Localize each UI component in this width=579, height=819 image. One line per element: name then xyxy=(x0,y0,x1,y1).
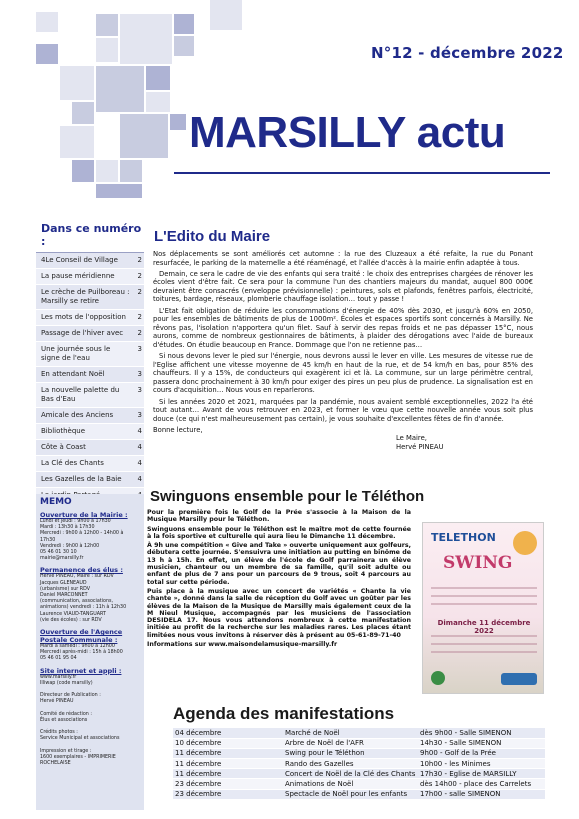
memo-mairie-hours xyxy=(40,519,140,562)
toc-item-label: La Clé des Chants xyxy=(41,459,104,467)
golf-ball-icon xyxy=(431,671,445,685)
agenda-place: 14h30 - Salle SIMENON xyxy=(418,738,545,748)
agenda-event: Swing pour le Téléthon xyxy=(283,748,418,758)
table-row xyxy=(173,769,545,779)
memo-poste-heading: Ouverture de l'Agence Postale Communale : xyxy=(40,628,123,645)
toc-item-label: Une journée sous le signe de l'eau xyxy=(41,345,111,362)
edito-paragraph: Demain, ce sera le cadre de vie des enfants qui sera traité : le choix des entreprises chargées de rénover les écoles vient d'être fait. Ce sera pour la commune l'un des chantiers majeurs du mandat, auquel 800 000€ devraient être consacrés (enveloppe prévisionnelle) : peintures, sols et plafonds, fenêtres parfois, électricité, toitures, bardage, réseaux, plomberie chauffage isolation… tout y passe ! xyxy=(153,269,533,304)
memo-elus xyxy=(40,574,140,624)
memo-line: Comité de rédaction : xyxy=(40,711,92,717)
toc-item-label: Les Gazelles de la Baie xyxy=(41,475,122,483)
toc-item-label: La pause méridienne xyxy=(41,272,115,280)
memo-line: Service Municipal et associations xyxy=(40,736,120,742)
memo-mairie-hours-heading: Ouverture de la Mairie : xyxy=(40,511,128,519)
memo-site-heading: Site internet et appli : xyxy=(40,666,122,675)
poster-date: Dimanche 11 décembre 2022 xyxy=(437,619,531,635)
poster-badge xyxy=(501,673,537,685)
toc-item-page: 2 xyxy=(137,313,142,321)
telethon-poster-image xyxy=(422,522,544,694)
swing-body xyxy=(147,509,411,650)
swing-heading: Swinguons ensemble pour le Téléthon xyxy=(150,488,425,505)
music-note-icon xyxy=(513,531,537,555)
toc-item-label: Amicale des Anciens xyxy=(41,411,114,419)
memo-line: Mercredi après-midi : 15h à 18h00 xyxy=(40,650,123,656)
memo-line: Mardi à samedi : 9h00 à 12h00 xyxy=(40,644,115,650)
agenda-date: 11 décembre xyxy=(173,748,283,758)
toc-item[interactable] xyxy=(36,383,144,408)
memo-line: www.marsilly.fr xyxy=(40,674,77,680)
toc-item[interactable] xyxy=(36,456,144,472)
toc-item-label: Les mots de l'opposition xyxy=(41,313,126,321)
signature-role: Le Maire, xyxy=(396,434,427,442)
edito-heading: L'Edito du Maire xyxy=(154,228,271,245)
toc-item-page: 4 xyxy=(137,427,142,435)
agenda-place: dès 9h00 - Salle SIMENON xyxy=(418,728,545,738)
poster-brand: TELETHON xyxy=(431,531,496,544)
toc-item[interactable] xyxy=(36,440,144,456)
toc-item-label: Le crèche de Puilboreau : Marsilly se retire xyxy=(41,288,130,305)
poster-title: SWING xyxy=(443,553,513,573)
toc-item-label: La nouvelle palette du Bas d'Eau xyxy=(41,386,120,403)
memo-line: 1600 exemplaires - IMPRIMERIE ROCHELAISE xyxy=(40,755,116,767)
toc-item[interactable] xyxy=(36,326,144,342)
memo-credits xyxy=(40,693,140,767)
memo-line: Mardi : 13h30 à 17h30 xyxy=(40,525,95,531)
table-row xyxy=(173,779,545,789)
toc-item-page: 3 xyxy=(137,386,142,394)
memo-line: Directeur de Publication : xyxy=(40,693,101,699)
edito-signature xyxy=(396,434,444,451)
table-row xyxy=(173,738,545,748)
edito-paragraph: L'Etat fait obligation de réduire les consommations d'énergie de 40% dès 2030, et jusqu'à 60% en 2050, pour les ensembles de bâtiments de plus de 1000m². Écoles et espaces sportifs sont concernés à Marsilly. Ne rêvons pas, l'isolation n'apportera qu'un filet. Sauf à servir des repas froids et ne pas dépasser 15°C, nous aurons, comme de nombreux gestionnaires de bâtiments, à plaider des dérogations avec l'aide de bureaux d'études. On étudie beaucoup en France. Dommage que l'on ne retienne pas… xyxy=(153,306,533,349)
toc-item[interactable] xyxy=(36,269,144,285)
toc-item-page: 4 xyxy=(137,443,142,451)
toc-item-page: 3 xyxy=(137,370,142,378)
toc-item-page: 4 xyxy=(137,475,142,483)
table-row xyxy=(173,789,545,799)
table-row xyxy=(173,728,545,738)
toc-item-label: Bibliothèque xyxy=(41,427,86,435)
toc-item-label: En attendant Noël xyxy=(41,370,105,378)
title-divider xyxy=(174,172,550,174)
toc-list xyxy=(36,252,144,504)
toc-item-page: 3 xyxy=(137,411,142,419)
toc-item[interactable] xyxy=(36,472,144,488)
agenda-date: 11 décembre xyxy=(173,759,283,769)
toc-title: Dans ce numéro : xyxy=(41,222,142,248)
swing-paragraph: À 9h une compétition « Give and Take » ouverte uniquement aux golfeurs, débutera cette journée. S'ensuivra une initiation au putting en binôme de 13 h à 15h. En effet, un élève de l'école de Golf parrainera un élève musicien, chanteur ou un membre de sa famille, qu'il soit adulte ou enfant de plus de 7 ans pour un parcours de 9 trous, soit 4 parcours au total sur cette période. xyxy=(147,542,411,586)
toc-item-label: Passage de l'hiver avec xyxy=(41,329,124,337)
toc-item[interactable] xyxy=(36,424,144,440)
memo-line: (vie des écoles) : sur RDV xyxy=(40,617,102,623)
toc-item[interactable] xyxy=(36,367,144,383)
toc-item-label: Côte à Coast xyxy=(41,443,86,451)
memo-line: Lundi et jeudi : 9h00 à 17h30 xyxy=(40,519,111,524)
swing-paragraph[interactable]: Informations sur www.maisondelamusique-marsilly.fr xyxy=(147,641,338,649)
toc-item-page: 4 xyxy=(137,459,142,467)
agenda-date: 23 décembre xyxy=(173,789,283,799)
memo-line: Vendredi : 9h00 à 12h00 xyxy=(40,543,100,549)
memo-line: Crédits photos : xyxy=(40,730,78,736)
edito-body xyxy=(153,250,533,437)
memo-line: animations) vendredi : 11h à 12h30 xyxy=(40,605,127,611)
edito-paragraph: Si nous devons lever le pied sur l'énergie, nous devrons aussi le lever en ville. Les mesures de vitesse rue de l'Eglise affichent une vitesse moyenne de 45 km/h en haut de la rue, et de 54 km/h en bas, pour 85% des chauffeurs. Il y a 15%, de conducteurs qui exagèrent ici et là. La commune, sur un large périmètre central, passera donc prochainement à 30 km/h pour exiger des pires un peu plus de prudence. La signalisation est en cours d'acquisition… Nous vous en reparlerons. xyxy=(153,352,533,395)
memo-line: Laurence VIAUD-TANGUART xyxy=(40,611,106,617)
swing-paragraph: Swinguons ensemble pour le Téléthon est le maître mot de cette fournée à la fois sportive et culturelle qui aura lieu le Dimanche 11 décembre. xyxy=(147,525,411,540)
memo-line: Mercredi : 9h00 à 12h00 - 14h00 à xyxy=(40,531,124,537)
memo-line: Daniel MARCONNET xyxy=(40,593,88,599)
agenda-date: 11 décembre xyxy=(173,769,283,779)
toc-item-page: 2 xyxy=(137,256,142,264)
agenda-event: Spectacle de Noël pour les enfants xyxy=(283,789,418,799)
table-row xyxy=(173,748,545,758)
toc-item[interactable] xyxy=(36,310,144,326)
toc-item[interactable] xyxy=(36,285,144,310)
agenda-event: Marché de Noël xyxy=(283,728,418,738)
memo-line: (communication, associations, xyxy=(40,599,114,605)
toc-item[interactable] xyxy=(36,408,144,424)
memo-line: 05 46 01 30 10 xyxy=(40,550,77,556)
agenda-date: 10 décembre xyxy=(173,738,283,748)
memo-line: mairie@marsilly.fr xyxy=(40,556,84,562)
memo-line: Impression et tirage : xyxy=(40,748,92,754)
agenda-table xyxy=(173,728,545,800)
agenda-heading: Agenda des manifestations xyxy=(173,704,395,723)
agenda-event: Animations de Noël xyxy=(283,779,418,789)
agenda-event: Concert de Noël de la Clé des Chants xyxy=(283,769,418,779)
toc-item-page: 2 xyxy=(137,329,142,337)
toc-item-page: 2 xyxy=(137,272,142,280)
toc-item[interactable] xyxy=(36,253,144,269)
memo-title: MEMO xyxy=(40,497,72,507)
table-of-contents xyxy=(36,222,144,504)
memo-elus-heading: Permanence des élus : xyxy=(40,566,123,575)
agenda-place: 9h00 - Golf de la Prée xyxy=(418,748,545,758)
agenda-place: dès 14h00 - place des Carrelets xyxy=(418,779,545,789)
toc-item[interactable] xyxy=(36,342,144,367)
toc-item-label: 4Le Conseil de Village xyxy=(41,256,118,264)
memo-poste xyxy=(40,644,140,663)
toc-item-page: 2 xyxy=(137,288,142,296)
agenda-event: Rando des Gazelles xyxy=(283,759,418,769)
toc-item-page: 3 xyxy=(137,345,142,353)
newsletter-title: MARSILLY actu xyxy=(189,108,506,157)
agenda-place: 10h00 - les Minimes xyxy=(418,759,545,769)
memo-site xyxy=(40,675,140,687)
memo-line: 05 46 01 95 04 xyxy=(40,656,77,662)
agenda-event: Arbre de Noël de l'AFR xyxy=(283,738,418,748)
signature-name: Hervé PINEAU xyxy=(396,442,444,451)
edito-paragraph: Bonne lecture, xyxy=(153,425,203,434)
edito-paragraph: Si les années 2020 et 2021, marquées par la pandémie, nous avaient semblé exceptionnelles, 2022 l'a été tout autant… Avant de vous retrouver en 2023, et former le vœu que cette nouvelle année vous soit plus douce (ce qui n'est malheureusement pas certain), je vous souhaite d'excellentes fêtes de fin d'année. xyxy=(153,397,533,423)
agenda-place: 17h00 - salle SIMENON xyxy=(418,789,545,799)
issue-number: N°12 - décembre 2022 xyxy=(371,44,564,62)
memo-line: (urbanisme) sur RDV xyxy=(40,586,91,592)
memo-line: Hervé PINEAU xyxy=(40,699,74,705)
memo-line: Jacques GLENEAUD xyxy=(40,580,87,586)
edito-paragraph: Nos déplacements se sont améliorés cet automne : la rue des Cluzeaux a été refaite, la rue du Ponant resurfacée, le parking de la maternelle a été réaménagé, et l'allée d'accès à la mairie enfin adaptée à tous. xyxy=(153,250,533,267)
agenda-date: 23 décembre xyxy=(173,779,283,789)
memo-line: Hervé PINEAU, Maire : sur RDV xyxy=(40,574,114,580)
agenda-place: 17h30 - Eglise de MARSILLY xyxy=(418,769,545,779)
table-row xyxy=(173,759,545,769)
agenda-date: 04 décembre xyxy=(173,728,283,738)
memo-box xyxy=(36,494,144,810)
memo-line: 17h30 xyxy=(40,537,56,543)
memo-line: Élus et associations xyxy=(40,717,88,723)
swing-paragraph: Pour la première fois le Golf de la Prée s'associe à la Maison de la Musique Marsilly pour le Téléthon. xyxy=(147,509,411,524)
memo-line: Illiwap (code marsilly) xyxy=(40,680,93,686)
swing-paragraph: Puis place à la musique avec un concert de variétés « Chante la vie chante », donné dans la salle de réception du Golf avec un goûter par les élèves de la Maison de la Musique de Marsilly mais également ceux de la M Nieul Musique, accompagnés par les musiciens de l'association DESIDELA 17. Nous vous attendons nombreux à cette manifestation initiée au profit de la recherche sur les maladies rares. Les places étant limitées nous vous invitons à réserver dès à présent au 05-61-89-71-40 xyxy=(147,587,411,639)
